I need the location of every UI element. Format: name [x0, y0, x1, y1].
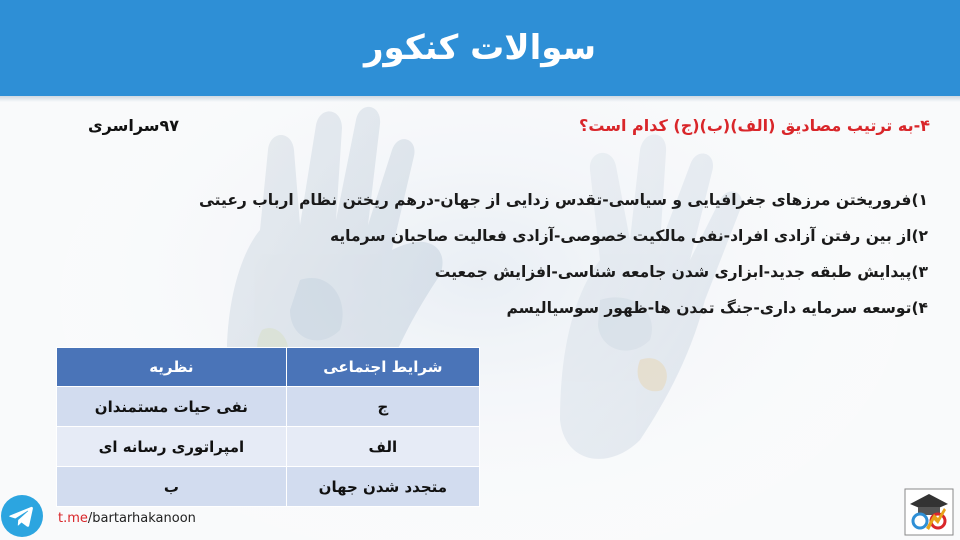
- header-theory: نظریه: [57, 348, 287, 387]
- table-cell: نفی حیات مستمندان: [57, 387, 287, 427]
- option-1[interactable]: ۱)فروریختن مرزهای جغرافیایی و سیاسی-تقدس زدایی از جهان-درهم ریختن نظام ارباب رعیتی: [198, 191, 928, 209]
- header-social-conditions: شرایط اجتماعی: [286, 348, 479, 387]
- institute-logo: [904, 488, 954, 536]
- link-path: /bartarhakanoon: [87, 511, 196, 526]
- option-3[interactable]: ۳)پیدایش طبقه جدید-ابزاری شدن جامعه شناسی-افزایش جمعیت: [434, 263, 928, 281]
- title-bar-shadow: [0, 96, 960, 102]
- exam-tag: ۹۷سراسری: [88, 116, 180, 135]
- concepts-table: [56, 347, 480, 507]
- table-cell: ب: [57, 467, 287, 507]
- link-prefix: t.me: [58, 511, 88, 526]
- table-cell: متجدد شدن جهان: [286, 467, 479, 507]
- option-2[interactable]: ۲)از بین رفتن آزادی افراد-نفی مالکیت خصوصی-آزادی فعالیت صاحبان سرمایه: [329, 227, 928, 245]
- table-row: [57, 427, 480, 467]
- option-4[interactable]: ۴)توسعه سرمایه داری-جنگ تمدن ها-ظهور سوسیالیسم: [506, 299, 928, 317]
- table-cell: امپراتوری رسانه ای: [57, 427, 287, 467]
- telegram-link[interactable]: [58, 511, 196, 526]
- telegram-icon[interactable]: [0, 494, 44, 538]
- table-cell: الف: [286, 427, 479, 467]
- question-text: ۴-به ترتیب مصادیق (الف)(ب)(ج) کدام است؟: [579, 116, 930, 135]
- table-row: [57, 467, 480, 507]
- slide-title: سوالات کنکور: [363, 28, 597, 68]
- table-cell: ج: [286, 387, 479, 427]
- table-header-row: [57, 348, 480, 387]
- answer-options: [128, 182, 928, 326]
- title-bar: [0, 0, 960, 96]
- table-row: [57, 387, 480, 427]
